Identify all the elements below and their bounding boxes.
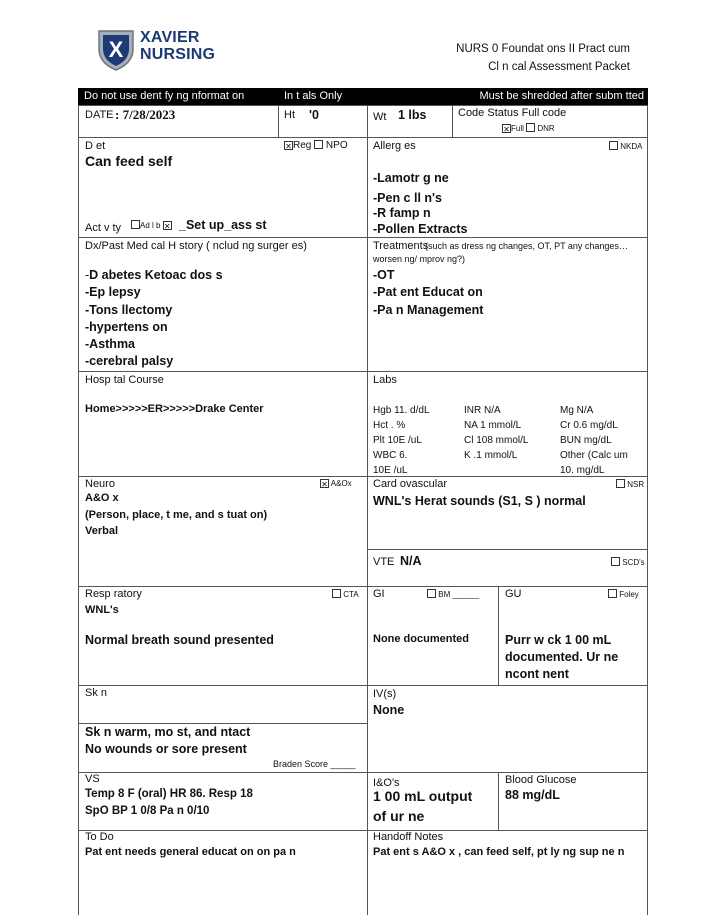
npo-checkbox[interactable]	[314, 140, 323, 149]
lab-other: Other (Calc um	[560, 450, 628, 461]
course-title: NURS 0 Foundat ons II Pract cum	[456, 43, 630, 55]
labs-label: Labs	[373, 374, 397, 386]
weight-value: 1 lbs	[398, 108, 427, 122]
skin-line: No wounds or sore present	[85, 742, 247, 756]
skin-cell	[78, 685, 368, 724]
iv-value: None	[373, 703, 405, 717]
logo-line2: NURSING	[140, 46, 216, 63]
treatments-cell	[367, 237, 648, 372]
neuro-label: Neuro	[85, 478, 115, 490]
dx-item: -cerebral palsy	[85, 354, 174, 368]
scd-option[interactable]: SCD's	[611, 557, 645, 567]
handoff-value: Pat ent s A&O x , can feed self, pt ly ng sup ne n	[373, 846, 625, 858]
vte-label: VTE	[373, 556, 395, 568]
labs-col1	[373, 403, 430, 478]
iv-cell	[367, 685, 648, 773]
full-code-option[interactable]: ✕Full DNR	[503, 124, 555, 134]
braden-score: Braden Score _____	[273, 759, 356, 769]
io-line: of ur ne	[373, 808, 425, 824]
lab-calcium: 10. mg/dL	[560, 465, 605, 476]
nsr-checkbox[interactable]	[616, 479, 625, 488]
svg-text:X: X	[108, 37, 124, 62]
hospital-course-value: Home>>>>>ER>>>>>Drake Center	[85, 403, 264, 415]
dx-cell	[78, 237, 368, 372]
assist-checkbox[interactable]: ✕	[163, 222, 171, 231]
allergies-label: Allerg es	[373, 140, 416, 152]
neuro-line: Verbal	[85, 525, 119, 537]
iv-label: IV(s)	[373, 688, 397, 700]
treatment-item: -OT	[373, 268, 395, 282]
blood-glucose-cell	[498, 772, 648, 831]
blood-glucose-value: 88 mg/dL	[505, 788, 560, 802]
lab-cl: Cl 108 mmol/L	[464, 435, 529, 446]
gu-line: ncont nent	[505, 667, 569, 681]
warning-right: Must be shredded after subm tted	[479, 90, 644, 102]
hospital-course-cell	[78, 371, 368, 477]
gi-value: None documented	[373, 633, 469, 645]
date-label: DATE	[85, 109, 114, 121]
lab-wbc: WBC 6.	[373, 450, 408, 461]
respiratory-label: Resp ratory	[85, 588, 142, 600]
treatment-item: -Pat ent Educat on	[373, 285, 483, 299]
handoff-label: Handoff Notes	[373, 831, 444, 843]
gu-line: documented. Ur ne	[505, 650, 619, 664]
weight-cell	[367, 105, 453, 138]
treatments-note: worsen ng/ mprov ng?)	[373, 254, 466, 264]
allergy-item: -Pollen Extracts	[373, 222, 468, 236]
height-cell	[278, 105, 368, 138]
aox-option[interactable]: ✕ A&Ox	[321, 479, 352, 489]
vitals-cell	[78, 772, 368, 831]
treatment-item: -Pa n Management	[373, 303, 484, 317]
vitals-line2: SpO BP 1 0/8 Pa n 0/10	[85, 805, 210, 817]
vte-cell	[367, 549, 648, 587]
allergy-item: -R famp n	[373, 206, 431, 220]
allergies-cell	[367, 137, 648, 238]
nkda-option[interactable]: NKDA	[609, 141, 642, 151]
neuro-line: A&O x	[85, 492, 119, 504]
lab-hgb: Hgb 11. d/dL	[373, 405, 430, 416]
allergy-item: -Pen c ll n's	[373, 191, 442, 205]
todo-label: To Do	[85, 831, 114, 843]
height-label: Ht	[284, 109, 295, 121]
treatments-label: Treatments	[373, 240, 429, 252]
shield-icon	[96, 27, 136, 71]
foley-checkbox[interactable]	[608, 589, 617, 598]
neuro-line: (Person, place, t me, and s tuat on)	[85, 509, 268, 521]
warning-bar	[78, 88, 648, 105]
labs-col2	[464, 403, 528, 463]
cta-checkbox[interactable]	[332, 589, 341, 598]
code-status-cell	[452, 105, 648, 138]
cardiovascular-label: Card ovascular	[373, 478, 447, 490]
lab-mg: Mg N/A	[560, 405, 594, 416]
todo-value: Pat ent needs general educat on on pa n	[85, 846, 296, 858]
xavier-nursing-logo	[96, 27, 236, 71]
allergy-item: -Lamotr g ne	[373, 171, 449, 185]
activity-label: Act v ty	[85, 222, 122, 234]
labs-col3	[560, 403, 628, 478]
reg-checkbox[interactable]: ✕	[285, 142, 292, 151]
page-header	[456, 40, 630, 76]
skin-findings-cell	[78, 723, 368, 773]
handoff-cell	[367, 830, 648, 915]
weight-label: Wt	[373, 111, 387, 123]
logo-line1: XAVIER	[140, 29, 200, 46]
date-cell	[78, 105, 279, 138]
code-status-label: Code Status Full code	[458, 107, 567, 119]
bm-checkbox[interactable]	[427, 589, 436, 598]
treatments-note: (such as dress ng changes, OT, PT any changes…	[425, 241, 628, 251]
assessment-grid	[78, 105, 648, 910]
dx-item: -hypertens on	[85, 320, 168, 334]
hospital-course-label: Hosp tal Course	[85, 374, 164, 386]
gu-line: Purr w ck 1 00 mL	[505, 633, 612, 647]
skin-label: Sk n	[85, 687, 108, 699]
aox-checkbox[interactable]: ✕	[321, 480, 328, 489]
bm-option[interactable]: BM ______	[427, 589, 479, 599]
lab-hct: Hct . %	[373, 420, 406, 431]
gu-label: GU	[505, 588, 522, 600]
packet-subtitle: Cl n cal Assessment Packet	[488, 61, 630, 73]
skin-line: Sk n warm, mo st, and ntact	[85, 725, 251, 739]
lab-inr: INR N/A	[464, 405, 501, 416]
neuro-cell	[78, 476, 368, 587]
date-value: : 7/28/2023	[115, 107, 176, 122]
activity-value: _Set up_ass st	[179, 218, 267, 232]
scd-checkbox[interactable]	[611, 557, 620, 566]
vte-value: N/A	[400, 554, 422, 568]
cardiovascular-value: WNL's Herat sounds (S1, S ) normal	[373, 494, 586, 508]
dx-item: -D abetes Ketoac dos s	[85, 268, 223, 282]
lab-cr: Cr 0.6 mg/dL	[560, 420, 618, 431]
io-label: I&O's	[373, 777, 400, 789]
io-cell	[367, 772, 499, 831]
blood-glucose-label: Blood Glucose	[505, 774, 577, 786]
respiratory-cell	[78, 586, 368, 686]
full-checkbox[interactable]: ✕	[503, 125, 510, 134]
dx-item: -Asthma	[85, 337, 136, 351]
lab-na: NA 1 mmol/L	[464, 420, 522, 431]
cta-option[interactable]: CTA	[332, 589, 359, 599]
labs-cell	[367, 371, 648, 477]
lab-plt: Plt 10E /uL	[373, 435, 422, 446]
respiratory-line1: WNL's	[85, 604, 119, 616]
foley-option[interactable]: Foley	[608, 589, 639, 599]
io-line: 1 00 mL output	[373, 788, 473, 804]
gi-cell	[367, 586, 499, 686]
nkda-checkbox[interactable]	[609, 141, 618, 150]
activity-options[interactable]: Ad l b ✕	[131, 220, 172, 230]
diet-value: Can feed self	[85, 153, 173, 169]
diet-label: D et	[85, 140, 106, 152]
warning-mid: In t als Only	[284, 90, 343, 102]
nsr-option[interactable]: NSR	[616, 479, 644, 489]
cardiovascular-cell	[367, 476, 648, 550]
vitals-label: VS	[85, 773, 100, 785]
lab-bun: BUN mg/dL	[560, 435, 612, 446]
diet-options[interactable]: ✕Reg NPO	[285, 140, 348, 151]
warning-left: Do not use dent fy ng nformat on	[84, 90, 245, 102]
dx-item: -Tons llectomy	[85, 303, 173, 317]
gu-cell	[498, 586, 648, 686]
respiratory-line2: Normal breath sound presented	[85, 633, 274, 647]
adlib-checkbox[interactable]	[131, 220, 140, 229]
dx-item: -Ep lepsy	[85, 285, 141, 299]
lab-k: K .1 mmol/L	[464, 450, 518, 461]
dnr-checkbox[interactable]	[526, 123, 535, 132]
todo-cell	[78, 830, 368, 915]
dx-label: Dx/Past Med cal H story ( nclud ng surger es)	[85, 240, 307, 252]
gi-label: GI	[373, 588, 385, 600]
vitals-line1: Temp 8 F (oral) HR 86. Resp 18	[85, 788, 253, 800]
height-value: '0	[309, 108, 319, 122]
lab-wbc-unit: 10E /uL	[373, 465, 408, 476]
diet-cell	[78, 137, 368, 238]
